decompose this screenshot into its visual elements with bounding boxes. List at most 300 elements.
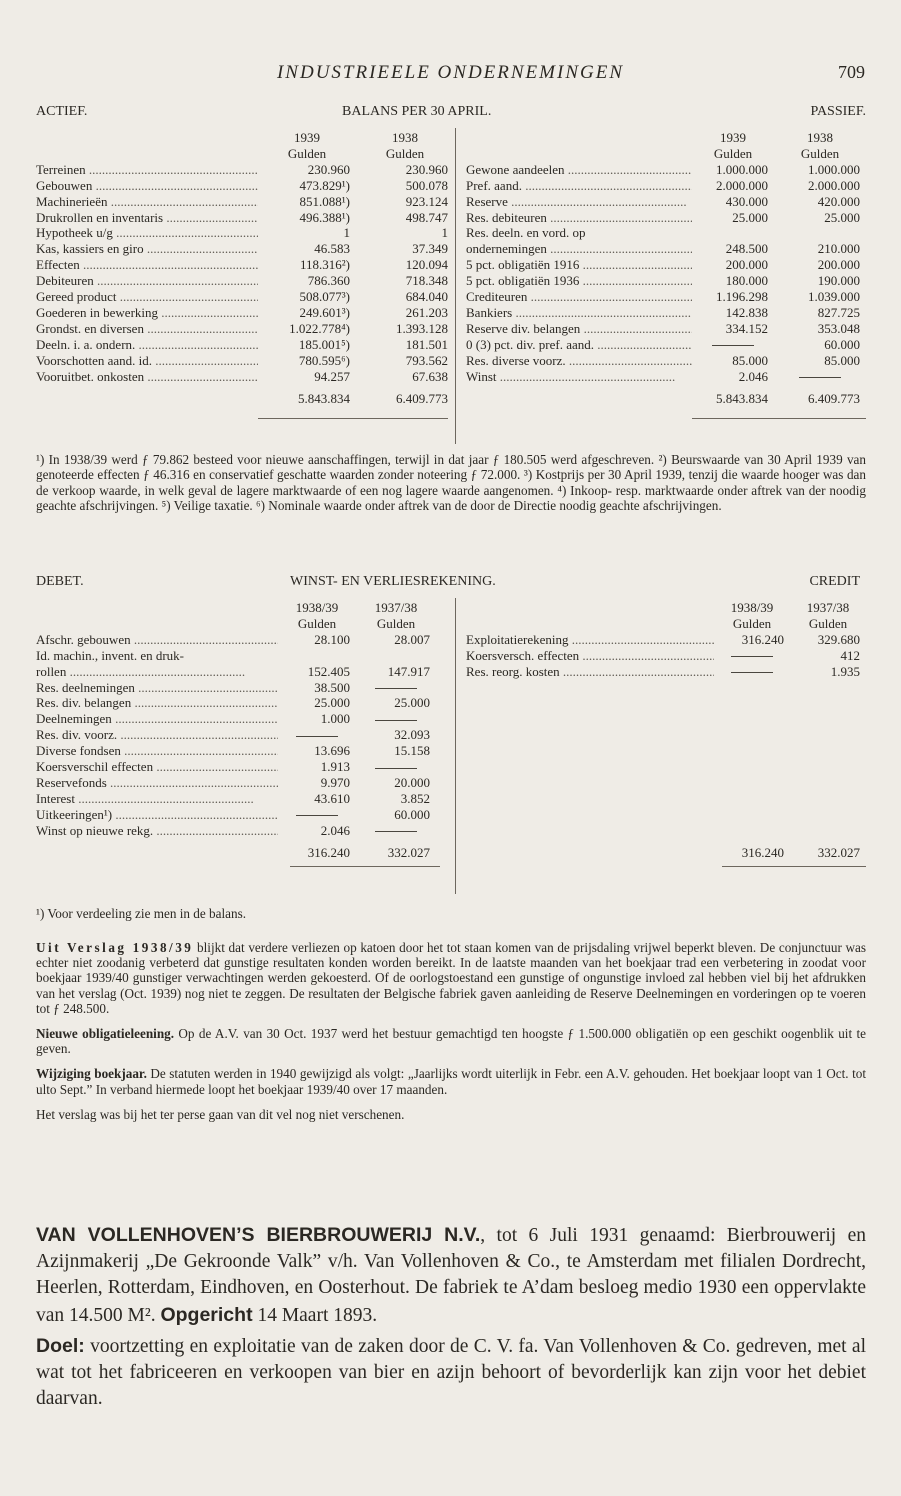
row-label: [36, 194, 258, 210]
row-value: 1: [343, 225, 350, 241]
row-label: [36, 823, 278, 839]
table-row: [36, 289, 454, 305]
row-value: 851.088¹): [299, 193, 350, 209]
total-label: [36, 839, 278, 861]
row-value: [356, 823, 436, 839]
total-label: [466, 385, 692, 407]
row-value: 37.349: [412, 241, 448, 257]
row-label-text: Deelnemingen: [36, 711, 112, 727]
col-year: 1937/38: [374, 600, 418, 615]
balance-divider: [455, 128, 456, 444]
row-label-text: Gereed product: [36, 289, 117, 305]
row-value: 15.158: [394, 743, 430, 759]
row-value: 1.000.000: [808, 161, 860, 177]
row-value: 1.022.778⁴): [289, 320, 350, 336]
page-title: INDUSTRIEELE ONDERNEMINGEN: [276, 62, 624, 83]
row-label: [36, 743, 278, 759]
row-value: 1.913: [320, 759, 350, 775]
row-value: 793.562: [405, 352, 448, 368]
row-value: 147.917: [387, 663, 430, 679]
table-row: [36, 305, 454, 321]
row-label: [466, 257, 692, 273]
report-paragraph: [36, 1107, 866, 1122]
company-name: VAN VOLLENHOVEN’S BIERBROUWERIJ N.V.: [36, 1224, 481, 1246]
row-value: [356, 648, 436, 664]
total-row: [36, 839, 436, 861]
balance-footnotes-text: ¹) In 1938/39 werd ƒ 79.862 besteed voor nieuwe aanschaffingen, terwijl in dat jaar ƒ 180.505 werd afgeschreven. ²) Beurswaarde van 30 April 1939 van genoteerde effecten ƒ 46.316 en conservatief geschatte waarden zonder noteering ƒ 72.000. ³) Kostprijs per 30 April 1939, tenzij die waarde hooger was dan de verkoop waarde, in welk geval de lagere marktwaarde of een nog lagere waarde aangenomen. ⁴) Inkoop- resp. marktwaarde onder aftrek van der noodig geachte afschrijvingen. ⁵) Veilige taxatie. ⁶) Nominale waarde onder aftrek van de door de Directie noodig geachte afschrijvingen.: [36, 452, 866, 513]
table-row: [36, 648, 436, 664]
row-label-text: Grondst. en diversen: [36, 320, 144, 336]
row-label: [466, 273, 692, 289]
pnl-left-label: DEBET.: [36, 574, 84, 589]
row-label-text: rollen: [36, 663, 67, 679]
row-value: 142.838: [725, 304, 768, 320]
row-label-text: Res. deeln. en vord. op: [466, 225, 586, 241]
row-value: 94.257: [314, 368, 350, 384]
row-value: 1.935: [830, 663, 860, 679]
row-value: 430.000: [725, 193, 768, 209]
row-label-text: Winst op nieuwe rekg.: [36, 822, 154, 838]
row-label: [36, 257, 258, 273]
balance-assets-table: [36, 130, 454, 406]
row-label-text: Koersversch. effecten: [466, 647, 580, 663]
row-label-text: Drukrollen en inventaris: [36, 209, 164, 225]
report-lead: Nieuwe obligatieleening.: [36, 1026, 175, 1042]
col-unit: Gulden: [732, 615, 772, 631]
row-label: [36, 711, 278, 727]
row-value: 786.360: [307, 273, 350, 289]
row-value: 1.196.298: [716, 289, 768, 305]
row-label: [36, 353, 258, 369]
table-row: [466, 369, 866, 385]
row-value: [356, 680, 436, 696]
row-label-text: Koersverschil effecten: [36, 759, 154, 775]
row-label: [36, 273, 258, 289]
page-number: 709: [838, 62, 865, 82]
table-row: [466, 632, 866, 648]
row-label-text: Crediteuren: [466, 289, 528, 305]
row-value: [714, 648, 790, 664]
row-value: 353.048: [817, 320, 860, 336]
row-value: 190.000: [817, 273, 860, 289]
report-text: Het verslag was bij het ter perse gaan van dit vel nog niet verschenen.: [36, 1106, 405, 1122]
dash-mark: [296, 815, 338, 816]
report-text: blijkt dat verdere verliezen op katoen door het tot staan komen van de prijsdaling vrijwel beperkt bleven. De conjunctuur was echter niet zoodanig verbeterd dat gunstige resultaten konden worden bereikt. In de laatste maanden van het boekjaar trad een verbetering in zoodat voor boekjaar 1939/40 gunstiger verwachtingen werden gekoesterd. Of de oorlogstoestand een gunstige of ongunstige invloed zal hebben viel bij het afdrukken van het verslag (Oct. 1939) nog niet te zeggen. De resultaten der Belgische fabriek gaven aanleiding de Reserve Deelnemingen en vorderingen op te voeren tot ƒ 248.500.: [36, 940, 866, 1016]
row-value: [278, 727, 356, 743]
row-value: 28.100: [314, 631, 350, 647]
row-label-text: Res. deelnemingen: [36, 679, 135, 695]
total-value: 5.843.834: [298, 390, 350, 406]
row-label: [466, 225, 692, 241]
row-label: [36, 225, 258, 241]
row-value: 249.601³): [299, 304, 350, 320]
table-row: [36, 194, 454, 210]
row-label: [466, 289, 692, 305]
row-value: 200.000: [725, 257, 768, 273]
row-value: 230.960: [405, 161, 448, 177]
row-value: 1.393.128: [396, 320, 448, 336]
total-value: 6.409.773: [396, 390, 448, 406]
pnl-right-label: CREDIT: [809, 574, 860, 589]
row-value: 60.000: [824, 336, 860, 352]
row-value: 2.046: [320, 822, 350, 838]
row-value: 43.610: [314, 790, 350, 806]
dash-mark: [799, 377, 841, 378]
row-label: [466, 178, 692, 194]
report-paragraph: [36, 940, 866, 1016]
report-lead: Wijziging boekjaar.: [36, 1066, 147, 1082]
balance-headings: [36, 104, 866, 122]
company-goal: [36, 1333, 866, 1413]
row-value: 25.000: [732, 209, 768, 225]
table-row: [466, 225, 866, 241]
row-label-text: Afschr. gebouwen: [36, 631, 131, 647]
table-row: [36, 178, 454, 194]
table-row: [466, 162, 866, 178]
col-unit: Gulden: [800, 145, 840, 161]
row-value: 2.000.000: [808, 177, 860, 193]
col-unit: Gulden: [297, 615, 337, 631]
table-row: [36, 210, 454, 226]
spacer-row: [466, 807, 866, 823]
row-label-text: Bankiers: [466, 304, 513, 320]
table-row: [36, 337, 454, 353]
row-label: [36, 369, 258, 385]
row-value: 684.040: [405, 289, 448, 305]
report-paragraph: [36, 1066, 866, 1096]
col-year: 1938/39: [730, 600, 774, 615]
row-value: 210.000: [817, 241, 860, 257]
report-paragraph: [36, 1026, 866, 1056]
row-value: 118.316²): [300, 257, 350, 273]
spacer-row: [466, 727, 866, 743]
row-label-text: Vooruitbet. onkosten: [36, 368, 145, 384]
row-value: 9.970: [320, 774, 350, 790]
total-row: [36, 385, 454, 407]
row-value: 180.000: [725, 273, 768, 289]
company-intro: [36, 1222, 866, 1329]
row-label: [36, 289, 258, 305]
row-label: [36, 321, 258, 337]
row-value: 923.124: [405, 193, 448, 209]
row-label-text: Res. diverse voorz.: [466, 352, 566, 368]
row-value: [356, 711, 436, 727]
dash-mark: [731, 656, 773, 657]
total-row: [466, 839, 866, 861]
col-unit: Gulden: [385, 145, 425, 161]
table-row: [36, 775, 436, 791]
row-label: [36, 162, 258, 178]
row-label: [466, 369, 692, 385]
row-label: [36, 648, 278, 664]
table-row: [466, 648, 866, 664]
row-label: [36, 695, 278, 711]
spacer-row: [466, 743, 866, 759]
table-row: [36, 664, 436, 680]
founded-text: 14 Maart 1893.: [252, 1304, 378, 1326]
row-label-text: Voorschotten aand. id.: [36, 352, 153, 368]
debit-total-rule: [290, 866, 440, 867]
pnl-footnote: [36, 906, 866, 921]
table-row: [36, 273, 454, 289]
table-row: [36, 743, 436, 759]
row-label-text: Res. div. belangen: [36, 695, 132, 711]
row-value: 1.000: [320, 711, 350, 727]
row-value: 2.000.000: [716, 177, 768, 193]
row-label: [36, 791, 278, 807]
row-label-text: Gebouwen: [36, 177, 93, 193]
row-value: 85.000: [732, 352, 768, 368]
row-value: 67.638: [412, 368, 448, 384]
spacer-row: [466, 775, 866, 791]
row-label-text: Deeln. i. a. ondern.: [36, 336, 136, 352]
row-value: 420.000: [817, 193, 860, 209]
row-value: 200.000: [817, 257, 860, 273]
row-value: 496.388¹): [299, 209, 350, 225]
row-label-text: Kas, kassiers en giro: [36, 241, 144, 257]
total-value: 5.843.834: [716, 390, 768, 406]
pnl-debit-table: [36, 600, 436, 861]
row-value: 13.696: [314, 743, 350, 759]
goal-label: Doel:: [36, 1334, 85, 1357]
row-label-text: Hypotheek u/g: [36, 225, 113, 241]
total-value: 316.240: [741, 844, 784, 860]
row-value: 780.595⁶): [298, 352, 350, 368]
spacer-row: [466, 823, 866, 839]
row-label-text: 5 pct. obligatiën 1936: [466, 273, 580, 289]
row-label: [466, 648, 714, 664]
col-year: 1938: [807, 130, 833, 145]
spacer-row: [466, 680, 866, 696]
table-row: [36, 807, 436, 823]
row-label-text: Res. debiteuren: [466, 209, 547, 225]
pnl-headings: [36, 574, 866, 592]
row-label: [36, 680, 278, 696]
row-label: [36, 727, 278, 743]
balance-right-label: PASSIEF.: [810, 104, 866, 119]
row-value: 500.078: [405, 177, 448, 193]
row-label: [36, 241, 258, 257]
pnl-credit-table: [466, 600, 866, 861]
row-label-text: 0 (3) pct. div. pref. aand.: [466, 336, 595, 352]
col-year: 1939: [294, 130, 320, 145]
row-value: 261.203: [405, 304, 448, 320]
dash-mark: [296, 736, 338, 737]
balance-left-label: ACTIEF.: [36, 104, 88, 119]
row-value: 412: [840, 647, 860, 663]
row-label-text: Reservefonds: [36, 774, 107, 790]
row-value: 20.000: [394, 774, 430, 790]
row-label: [36, 178, 258, 194]
pnl-title: WINST- EN VERLIESREKENING.: [290, 574, 496, 589]
credit-total-rule: [722, 866, 866, 867]
table-row: [466, 257, 866, 273]
table-row: [36, 225, 454, 241]
row-value: 1: [441, 225, 448, 241]
row-value: [278, 807, 356, 823]
row-label-text: Interest: [36, 790, 75, 806]
balance-liabilities-table: [466, 130, 866, 406]
page-header: [0, 62, 901, 88]
row-label-text: 5 pct. obligatiën 1916: [466, 257, 580, 273]
row-label-text: Exploitatierekening: [466, 631, 569, 647]
total-value: 332.027: [387, 844, 430, 860]
table-row: [36, 353, 454, 369]
row-label: [36, 337, 258, 353]
table-row: [36, 711, 436, 727]
row-value: 152.405: [307, 663, 350, 679]
row-label: [36, 210, 258, 226]
row-label-text: ondernemingen: [466, 241, 547, 257]
founded-label: Opgericht: [160, 1303, 253, 1326]
table-row: [466, 321, 866, 337]
row-value: 1.039.000: [808, 289, 860, 305]
company-entry: [36, 1222, 866, 1416]
table-row: [36, 321, 454, 337]
row-value: 60.000: [394, 806, 430, 822]
row-value: [774, 369, 866, 385]
row-value: [714, 664, 790, 680]
row-value: 181.501: [405, 336, 448, 352]
pnl-divider: [455, 598, 456, 894]
row-value: 316.240: [741, 631, 784, 647]
table-row: [466, 273, 866, 289]
row-label: [36, 759, 278, 775]
row-value: [692, 225, 774, 241]
balance-title: BALANS PER 30 APRIL.: [342, 104, 492, 119]
table-row: [466, 353, 866, 369]
dash-mark: [712, 345, 754, 346]
table-row: [36, 680, 436, 696]
row-label-text: Res. div. voorz.: [36, 727, 118, 743]
row-value: 25.000: [824, 209, 860, 225]
col-year: 1937/38: [806, 600, 850, 615]
row-value: 473.829¹): [299, 177, 350, 193]
col-year: 1938/39: [295, 600, 339, 615]
row-value: 25.000: [314, 695, 350, 711]
table-row: [466, 305, 866, 321]
row-value: 230.960: [307, 161, 350, 177]
table-row: [36, 241, 454, 257]
row-value: 25.000: [394, 695, 430, 711]
balance-footnotes: [36, 452, 866, 513]
row-label: [36, 664, 278, 680]
spacer-row: [466, 695, 866, 711]
report-text: De statuten werden in 1940 gewijzigd als volgt: „Jaarlijks wordt uiterlijk in Febr. een A.V. gehouden. Het boekjaar loopt van 1 Oct. tot ulto Sept.” In verband hiermede loopt het boekjaar 1939/40 over 17 maanden.: [36, 1066, 866, 1097]
row-value: 2.046: [738, 368, 768, 384]
dash-mark: [375, 688, 417, 689]
row-value: 329.680: [817, 631, 860, 647]
row-label-text: Effecten: [36, 257, 80, 273]
report-lead: Uit Verslag 1938/39: [36, 940, 194, 955]
dash-mark: [375, 720, 417, 721]
row-label-text: Res. reorg. kosten: [466, 663, 560, 679]
col-unit: Gulden: [287, 145, 327, 161]
total-value: 6.409.773: [808, 390, 860, 406]
row-label: [466, 162, 692, 178]
col-unit: Gulden: [808, 615, 848, 631]
spacer-row: [466, 791, 866, 807]
row-label: [466, 353, 692, 369]
row-label-text: Id. machin., invent. en druk-: [36, 647, 185, 663]
pnl-footnote-text: ¹) Voor verdeeling zie men in de balans.: [36, 906, 247, 921]
row-label-text: Diverse fondsen: [36, 743, 121, 759]
table-row: [36, 695, 436, 711]
table-row: [466, 289, 866, 305]
row-value: [692, 337, 774, 353]
row-value: 28.007: [394, 631, 430, 647]
row-label-text: Goederen in bewerking: [36, 304, 159, 320]
row-label-text: Pref. aand.: [466, 177, 522, 193]
table-row: [36, 759, 436, 775]
col-year: 1939: [720, 130, 746, 145]
total-label: [466, 839, 714, 861]
row-value: 248.500: [725, 241, 768, 257]
row-value: 508.077³): [299, 289, 350, 305]
table-row: [466, 210, 866, 226]
row-label-text: Winst: [466, 368, 497, 384]
table-row: [36, 162, 454, 178]
row-value: 120.094: [405, 257, 448, 273]
row-value: 32.093: [394, 727, 430, 743]
row-label: [466, 194, 692, 210]
col-unit: Gulden: [713, 145, 753, 161]
report-text: Op de A.V. van 30 Oct. 1937 werd het bestuur gemachtigd ten hoogste ƒ 1.500.000 obligatiën op een geschikt oogenblik uit te geven.: [36, 1026, 866, 1057]
row-label: [36, 807, 278, 823]
table-row: [36, 632, 436, 648]
table-row: [466, 241, 866, 257]
col-unit: Gulden: [376, 615, 416, 631]
table-row: [466, 337, 866, 353]
row-label-text: Reserve div. belangen: [466, 320, 581, 336]
table-row: [36, 791, 436, 807]
row-value: 185.001⁵): [298, 336, 350, 352]
row-value: [278, 648, 356, 664]
row-label: [36, 632, 278, 648]
goal-text: voortzetting en exploitatie van de zaken door de C. V. fa. Van Vollenhoven & Co. gedreven, met al wat tot het fabriceeren en verkoopen van bier en azijn behoort of bevorderlijk kan zijn voor het debiet daarvan.: [36, 1335, 866, 1410]
row-value: 718.348: [405, 273, 448, 289]
total-row: [466, 385, 866, 407]
total-value: 316.240: [307, 844, 350, 860]
row-label: [36, 775, 278, 791]
row-value: 827.725: [817, 304, 860, 320]
row-value: 46.583: [314, 241, 350, 257]
row-label: [466, 632, 714, 648]
row-value: 498.747: [405, 209, 448, 225]
dash-mark: [375, 831, 417, 832]
col-year: 1938: [392, 130, 418, 145]
spacer-row: [466, 711, 866, 727]
assets-total-rule: [258, 418, 448, 419]
spacer-row: [466, 759, 866, 775]
row-value: 38.500: [314, 679, 350, 695]
row-value: 3.852: [400, 790, 430, 806]
row-label: [466, 664, 714, 680]
row-label: [466, 210, 692, 226]
table-row: [36, 369, 454, 385]
row-value: [774, 225, 866, 241]
row-label: [36, 305, 258, 321]
row-value: 85.000: [824, 352, 860, 368]
row-label-text: Terreinen: [36, 161, 86, 177]
row-label-text: Debiteuren: [36, 273, 94, 289]
row-value: 334.152: [725, 320, 768, 336]
table-row: [466, 178, 866, 194]
row-label-text: Uitkeeringen¹): [36, 806, 113, 822]
row-label-text: Reserve: [466, 193, 508, 209]
row-label-text: Gewone aandeelen: [466, 161, 565, 177]
dash-mark: [731, 672, 773, 673]
